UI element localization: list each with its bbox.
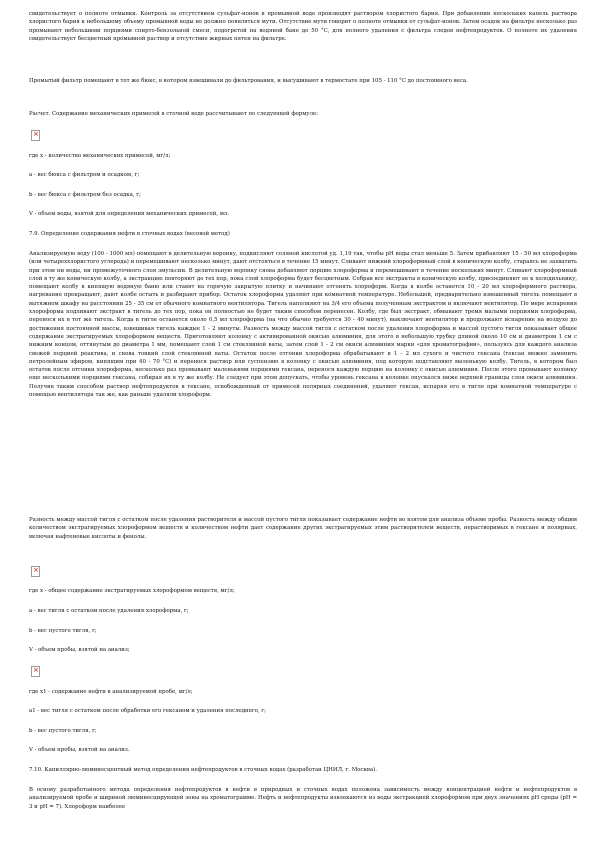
legend-v: V - объем воды, взятой для определения механических примесей, мл. [29, 211, 230, 217]
paragraph-luminescent-method: В основу разработанного метода определения нефтепродуктов в нефти в природных и сточных водах положена зависимость между концентрацией нефти и нефтепродуктов в анализируемой пробе и шириной люминесцирующей зоны на хроматограмме. Нефть и нефтепродукты извлекаются из воды экстракцией хлороформом при двух значениях pH среды (pH = 3 и pH = 7). Хлороформ наиболее [29, 787, 577, 810]
section-heading-7-9: 7.9. Определение содержания нефти в сточных водах (весовой метод) [29, 231, 230, 237]
legend-a-total: a - вес тигля с остатком после удаления хлороформа, г; [29, 608, 189, 614]
formula-image-placeholder [31, 566, 40, 577]
legend-b: b - вес бюкса с фильтром без осадка, г; [29, 192, 141, 198]
legend-x: где x - количество механических примесей, мг/л; [29, 153, 171, 159]
paragraph-oil-method: Анализируемую воду (100 - 1000 мл) помещают в делительную воронку, подкисляют соляной кислотой уд. 1,19 так, чтобы pH воды стал меньше 5. Затем прибавляют 15 - 50 мл хлороформа (или четыреххлористого углерода) и перемешивают несколько минут, дают отстояться в течение 15 минут. Сливают нижний хлороформный слой в коническую колбу, стараясь не захватить при этом ни воды, ни промежуточного слоя эмульсии. В делительную воронку снова добавляют порцию хлороформа и перемешивают в течение нескольких минут. Сливают хлороформный слой в ту же коническую колбу, а экстракцию повторяют до тех пор, пока слой хлороформа будет бесцветным. Собрав все экстракты в коническую колбу, присоединяют ее к холодильнику, помещают колбу в кипящую водяную баню или ставят на горячую закрытую плитку и начинают отгонять хлороформ. Когда в колбе останется 10 - 20 мл хлороформного раствора, нагревание прекращают, дают колбе остыть и разбирают прибор. Остаток хлороформа удаляют при комнатной температуре. Небольшой, предварительно взвешенный тигель помещают в вытяжном шкафу на расстоянии 25 - 35 см от обычного комнатного вентилятора. Тигель наполняют на 3/4 его объема полученным экстрактом и включают вентилятор. По мере испарения хлороформа подливают экстракт в тигель до тех пор, пока он полностью не будет таким способом перенесен. Колбу, где был экстракт, обмывают тремя малыми порциями хлороформа, перенося их в тот же тигель. Когда в тигле останется около 0,5 мл хлороформа (на что обычно требуется 30 - 40 минут), выключают вентилятор и продолжают испарение на воздухе до достижения постоянной массы, взвешивая тигель каждые 1 - 2 минуты. Разность между массой тигля с остатком после удаления хлороформа и массой пустого тигля показывает общее содержание экстрагируемых хлороформом веществ. Приготовляют колонку с активированной окисью алюминия, для этого в небольшую трубку длиной около 10 см и диаметром 1 см с нижним концом, оттянутым до диаметра 1 мм, помещают слой 1 см стеклянной ваты, затем слой 1 - 2 см окиси алюминия марки «для хроматографии», пользуясь для каждого анализа свежей порцией реактива, и снова тонкий слой стеклянной ваты. Остаток после отгонки хлороформа обрабатывают в 1 - 2 мл сухого и чистого гексана (гексан можно заменить петролейным эфиром, кипящим при 40 - 70 °С) и перенося раствор или суспензию в колонку с окисью алюминия, под которую подставляют маленькую колбу. Тигель, в котором был остаток после отгонки хлороформа, несколько раз промывают маленькими порциями гексана, перенося каждую порцию на колонку с окисью алюминия. После этого промывают колонку еще несколькими порциями гексана, собирая их в ту же колбу. Не следует при этом допускать, чтобы уровень гексана в колонке опускался ниже верхней границы слоя окиси алюминия. Получив таким способом раствор нефтепродуктов в гексане, освобожденный от примесей полярных соединений, удаляют гексан, испаряя его в тигле при комнатной температуре с помощью вентилятора так же, как раньше удаляли хлороформ. [29, 251, 577, 399]
paragraph-drying: Промытый фильтр помещают в тот же бюкс, в котором взвешивали до фильтрования, и высушивают в термостате при 105 - 110 °С до постоянного веса. [29, 78, 468, 84]
legend-a1: a1 - вес тигля с остатком после обработки его гексаном и удаления последнего, г; [29, 708, 266, 714]
legend-b-total: b - вес пустого тигля, г; [29, 628, 97, 634]
legend-v-total: V - объем пробы, взятой на анализ; [29, 647, 130, 653]
formula-image-placeholder [31, 666, 40, 677]
paragraph-washing-filter: свидетельствует о полноте отмывки. Контроль за отсутствием сульфат-ионов в промывной воде производят раствором хлористого бария. При добавлении нескольких капель раствора хлористого бария к небольшому объему промывной воды не должно появляться мути. Отсутствие мути говорит о полноте отмывки от сульфат-ионов. Затем осадок на фильтре несколько раз промывают небольшими порциями спирто-бензольной смеси, подогретой на водяной бане до 50 °С, для полного удаления с фильтра следов нефтепродуктов. О полноте их удаления свидетельствует бесцветный промывной раствор и отсутствие жирных пятен на фильтре. [29, 11, 577, 42]
formula-image-placeholder [31, 130, 40, 141]
section-heading-7-10: 7.10. Капиллярно-люминесцентный метод определения нефтепродуктов в сточных водах (разработан ЦНИЛ, г. Москва). [29, 767, 377, 773]
paragraph-calc-intro: Расчет. Содержание механических примесей в сточной воде рассчитывают по следующей формуле: [29, 111, 319, 117]
paragraph-difference: Разность между массой тигля с остатком после удаления растворителя и массой пустого тигля показывает содержание нефти во взятом для анализа объеме пробы. Разность между общим количеством экстрагируемых хлороформом веществ и количеством нефти дает содержание других экстрагируемых этим растворителем веществ, нерастворимых в гексане и полярных, включая нафтеновые кислоты и фенолы. [29, 517, 577, 540]
legend-b-oil: b - вес пустого тигля, г; [29, 728, 97, 734]
legend-x1: где x1 - содержание нефти в анализируемой пробе, мг/л; [29, 689, 193, 695]
legend-x-total: где x - общее содержание экстрагируемых хлороформом веществ, мг/л; [29, 588, 235, 594]
legend-v-oil: V - объем пробы, взятой на анализ. [29, 747, 130, 753]
legend-a: a - вес бюкса с фильтром и осадком, г; [29, 172, 140, 178]
